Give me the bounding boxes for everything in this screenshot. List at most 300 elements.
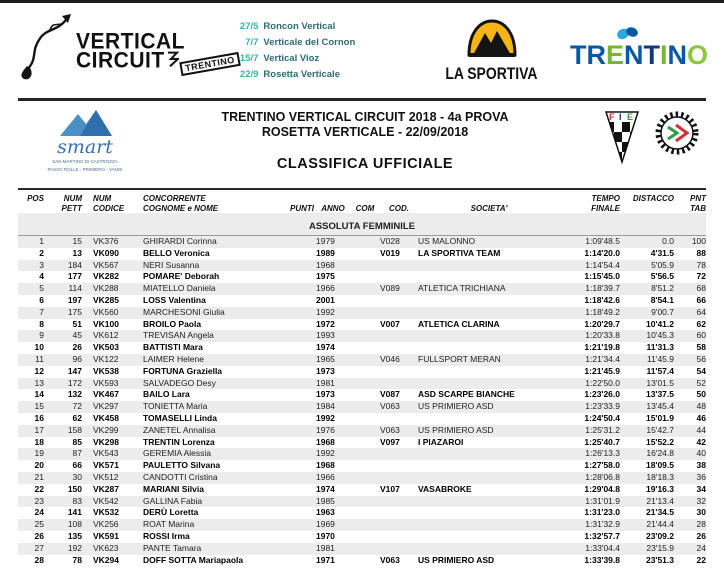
table-row — [18, 555, 706, 567]
cell-pett: 192 — [67, 542, 82, 553]
vc-logo-line2: CIRCUIT — [76, 47, 165, 73]
smart-wordmark: smart — [57, 136, 113, 158]
cell-com — [350, 389, 380, 401]
cell-pos: 23 — [34, 495, 44, 506]
cell-pnt: 48 — [696, 401, 706, 412]
cell-societa — [418, 519, 560, 531]
column-header-nome: COGNOME e NOME — [143, 203, 219, 213]
cell-pett: 83 — [72, 495, 82, 506]
cell-com — [350, 531, 380, 543]
cell-societa: FULLSPORT MERAN — [418, 353, 501, 364]
cell-punti — [284, 555, 314, 567]
column-header-distacco: DISTACCO — [632, 194, 674, 203]
cell-pett: 26 — [72, 342, 82, 353]
cell-cod — [380, 260, 418, 272]
cell-societa — [418, 330, 560, 342]
cell-distacco: 13'45.4 — [646, 401, 674, 412]
cell-societa: US PRIMIERO ASD — [418, 424, 494, 435]
table-row — [18, 260, 706, 272]
cell-distacco: 15'42.7 — [646, 424, 674, 435]
cell-distacco: 5'05.9 — [651, 259, 674, 270]
cell-distacco: 19'16.3 — [645, 483, 674, 494]
cell-cod: V007 — [380, 318, 400, 329]
svg-text:E: E — [627, 112, 634, 122]
cell-distacco: 5'56.5 — [650, 271, 674, 282]
cell-pos: 13 — [34, 377, 44, 388]
cell-com — [350, 484, 380, 496]
cell-pos: 17 — [34, 424, 44, 435]
cell-nome: LAIMER Helene — [143, 353, 204, 364]
cell-cod — [380, 295, 418, 307]
cell-pett: 141 — [67, 507, 82, 518]
cell-pett: 51 — [72, 318, 82, 329]
cell-nome: BAILO Lara — [143, 389, 190, 400]
cell-cod — [380, 496, 418, 508]
event-name: Vertical Vioz — [263, 52, 320, 64]
trentino-letter: O — [686, 40, 708, 70]
cell-cod: V028 — [380, 236, 400, 246]
cell-punti — [284, 507, 314, 519]
cell-societa — [418, 531, 560, 543]
cell-anno: 1974 — [316, 483, 335, 494]
cell-com — [350, 543, 380, 555]
cell-anno: 1974 — [316, 342, 335, 353]
trentino-letter: N — [623, 40, 644, 70]
cell-tempo: 1:32'57.7 — [584, 530, 620, 541]
results-body — [18, 236, 706, 567]
cell-punti — [284, 354, 314, 366]
cell-pnt: 58 — [696, 342, 706, 353]
cell-pos: 24 — [34, 507, 44, 518]
cell-societa — [418, 460, 560, 472]
cell-tempo: 1:20'33.8 — [585, 330, 620, 341]
cell-pett: 158 — [67, 424, 82, 435]
cell-codice: VK100 — [93, 318, 119, 329]
cell-pett: 45 — [72, 330, 82, 341]
cell-pnt: 54 — [696, 365, 706, 376]
cell-anno: 1966 — [316, 283, 335, 294]
cell-pos: 9 — [39, 330, 44, 341]
table-row — [18, 389, 706, 401]
la-sportiva-logo — [413, 17, 570, 84]
cell-societa — [418, 307, 560, 319]
trentino-letter: T — [569, 40, 587, 70]
cell-cod — [380, 330, 418, 342]
cell-pett: 197 — [67, 294, 82, 305]
cell-punti — [284, 248, 314, 260]
cell-com — [350, 330, 380, 342]
cell-pos: 4 — [39, 271, 44, 282]
cell-tempo: 1:33'04.4 — [585, 542, 620, 553]
cell-com — [350, 307, 380, 319]
cell-societa — [418, 507, 560, 519]
cell-distacco: 21'13.4 — [646, 495, 674, 506]
cell-anno: 1966 — [316, 471, 335, 482]
cell-tempo: 1:14'54.4 — [585, 259, 620, 270]
column-header-punti — [284, 189, 314, 204]
cell-distacco: 8'54.1 — [650, 294, 674, 305]
cell-societa: US MALONNO — [418, 236, 476, 246]
cell-pos: 5 — [39, 283, 44, 294]
cell-pett: 66 — [72, 460, 82, 471]
cell-pett: 78 — [72, 554, 82, 565]
cell-anno: 1993 — [316, 330, 335, 341]
table-row — [18, 519, 706, 531]
cell-pett: 87 — [72, 448, 82, 459]
cell-cod — [380, 472, 418, 484]
skier-swoosh-icon — [16, 12, 74, 89]
column-header-cod: COD. — [389, 203, 409, 213]
cell-pnt: 72 — [696, 271, 706, 282]
cell-codice: VK297 — [93, 401, 119, 412]
cell-anno: 1968 — [316, 259, 335, 270]
cell-nome: TOMASELLI Linda — [143, 412, 217, 423]
cell-anno: 1976 — [316, 424, 335, 435]
cell-cod — [380, 366, 418, 378]
cell-tempo: 1:21'19.8 — [584, 342, 620, 353]
table-row — [18, 425, 706, 437]
cell-cod: V046 — [380, 353, 400, 364]
cell-codice: VK467 — [93, 389, 119, 400]
cell-punti — [284, 543, 314, 555]
cell-tempo: 1:20'29.7 — [584, 318, 620, 329]
cell-pos: 8 — [39, 318, 44, 329]
cell-pnt: 60 — [696, 330, 706, 341]
cell-nome: SALVADEGO Desy — [143, 377, 216, 388]
cell-pos: 3 — [39, 259, 44, 270]
cell-anno: 1965 — [316, 353, 335, 364]
cell-nome: DOFF SOTTA Mariapaola — [143, 554, 244, 565]
cell-distacco: 8'51.2 — [651, 283, 674, 294]
trentino-logo — [570, 30, 708, 71]
cell-distacco: 18'18.3 — [646, 471, 674, 482]
cell-com — [350, 260, 380, 272]
cell-cod: V063 — [380, 554, 400, 565]
cell-codice: VK285 — [93, 294, 119, 305]
cell-tempo: 1:26'13.3 — [585, 448, 620, 459]
cell-pos: 11 — [35, 353, 44, 364]
cell-punti — [284, 342, 314, 354]
cell-codice: VK256 — [93, 519, 119, 530]
cell-pett: 132 — [67, 389, 82, 400]
cell-tempo: 1:28'06.8 — [585, 471, 620, 482]
table-row — [18, 342, 706, 354]
table-row — [18, 507, 706, 519]
cell-com — [350, 295, 380, 307]
cell-pett: 13 — [72, 247, 82, 258]
cell-pett: 175 — [67, 306, 82, 317]
cell-com — [350, 401, 380, 413]
cell-distacco: 16'24.8 — [646, 448, 674, 459]
column-header-codice: CODICE — [93, 203, 125, 213]
cell-tempo: 1:31'32.9 — [585, 519, 620, 530]
cell-pnt: 50 — [696, 389, 706, 400]
cell-com — [350, 366, 380, 378]
cell-pnt: 46 — [696, 412, 706, 423]
column-header-punti: PUNTI — [290, 203, 314, 213]
cell-distacco: 0.0 — [662, 236, 674, 246]
cell-pnt: 30 — [696, 507, 706, 518]
column-header-cod — [380, 189, 418, 204]
cell-pos: 16 — [34, 412, 44, 423]
fie-pennant-icon — [604, 110, 640, 169]
table-row — [18, 448, 706, 460]
cell-societa — [418, 378, 560, 390]
column-header-tempo: FINALE — [591, 203, 620, 213]
cell-com — [350, 271, 380, 283]
cell-cod — [380, 342, 418, 354]
cell-cod — [380, 519, 418, 531]
cell-com — [350, 248, 380, 260]
event-item — [232, 67, 399, 83]
cell-societa — [418, 496, 560, 508]
cell-pnt: 88 — [696, 247, 706, 258]
cell-tempo: 1:25'31.2 — [585, 424, 620, 435]
cell-nome: TRENTIN Lorenza — [143, 436, 215, 447]
event-date: 27/5 — [239, 20, 259, 32]
table-row — [18, 295, 706, 307]
column-header-pos: POS — [27, 194, 44, 203]
cell-pnt: 56 — [696, 353, 706, 364]
cell-pos: 19 — [34, 448, 44, 459]
cell-tempo: 1:21'34.4 — [585, 353, 620, 364]
cell-punti — [284, 496, 314, 508]
cell-pett: 85 — [72, 436, 82, 447]
cell-pos: 12 — [34, 365, 44, 376]
cell-pos: 26 — [34, 530, 44, 541]
cell-punti — [284, 401, 314, 413]
trentino-stamp: TRENTINO — [179, 51, 241, 75]
cell-societa — [418, 472, 560, 484]
cell-nome: CANDOTTI Cristina — [143, 471, 218, 482]
cell-distacco: 10'45.3 — [646, 330, 674, 341]
cell-tempo: 1:21'45.9 — [584, 365, 620, 376]
cell-pos: 15 — [34, 401, 44, 412]
cell-cod — [380, 271, 418, 283]
cell-pnt: 64 — [696, 306, 706, 317]
cell-societa: US PRIMIERO ASD — [418, 554, 495, 565]
cell-pos: 28 — [34, 554, 44, 565]
event-item — [232, 35, 399, 51]
cell-distacco: 21'34.5 — [645, 507, 674, 518]
cell-cod — [380, 413, 418, 425]
cell-tempo: 1:33'39.8 — [584, 554, 620, 565]
cell-nome: MARCHESONI Giulia — [143, 306, 225, 317]
cell-codice: VK503 — [93, 342, 119, 353]
cell-punti — [284, 484, 314, 496]
cell-cod — [380, 531, 418, 543]
cell-distacco: 23'51.3 — [645, 554, 674, 565]
cell-nome: PANTE Tamara — [143, 542, 202, 553]
cell-pett: 114 — [68, 283, 82, 294]
cell-anno: 1969 — [316, 519, 335, 530]
cell-pett: 15 — [72, 236, 82, 246]
cell-anno: 1975 — [316, 271, 335, 282]
cell-tempo: 1:22'50.0 — [585, 377, 620, 388]
cell-pett: 177 — [67, 271, 82, 282]
event-date: 7/7 — [245, 36, 259, 48]
cell-anno: 1985 — [316, 495, 335, 506]
cell-codice: VK591 — [93, 530, 119, 541]
cell-pnt: 22 — [696, 554, 706, 565]
cell-nome: BROILO Paola — [143, 318, 202, 329]
cell-pett: 147 — [67, 365, 82, 376]
column-header-tempo: TEMPO — [591, 194, 620, 203]
cell-distacco: 13'37.5 — [645, 389, 674, 400]
cell-societa — [418, 342, 560, 354]
cell-nome: MIATELLO Daniela — [143, 283, 216, 294]
cell-nome: GALLINA Fabia — [143, 495, 203, 506]
cell-distacco: 15'01.9 — [645, 412, 674, 423]
cell-pnt: 40 — [696, 448, 706, 459]
cell-tempo: 1:09'48.5 — [585, 236, 620, 246]
cell-tempo: 1:29'04.8 — [584, 483, 620, 494]
la-sportiva-label: LA SPORTIVA — [445, 64, 538, 83]
cell-pett: 172 — [67, 377, 82, 388]
cell-anno: 1972 — [316, 318, 335, 329]
cell-distacco: 23'15.9 — [646, 542, 674, 553]
cell-punti — [284, 366, 314, 378]
table-row — [18, 460, 706, 472]
cell-nome: GEREMIA Alessia — [143, 448, 212, 459]
cell-codice: VK532 — [93, 507, 119, 518]
cell-com — [350, 413, 380, 425]
table-row — [18, 366, 706, 378]
cell-pnt: 32 — [696, 495, 706, 506]
cell-anno: 1992 — [316, 412, 335, 423]
cell-punti — [284, 519, 314, 531]
cell-pos: 14 — [34, 389, 44, 400]
cell-nome: NERI Susanna — [143, 259, 200, 270]
cell-punti — [284, 271, 314, 283]
cell-codice: VK288 — [93, 283, 119, 294]
smart-logo — [24, 108, 146, 186]
trentino-letter: E — [605, 40, 624, 70]
cell-com — [350, 342, 380, 354]
column-header-societa: SOCIETA' — [470, 203, 508, 213]
cell-codice: VK512 — [93, 471, 119, 482]
cell-tempo: 1:18'42.6 — [584, 294, 620, 305]
cell-com — [350, 425, 380, 437]
cell-distacco: 21'44.4 — [646, 519, 674, 530]
table-row — [18, 283, 706, 295]
cell-societa: I PIAZAROI — [418, 436, 464, 447]
cell-cod — [380, 378, 418, 390]
trentino-letter: N — [667, 40, 687, 70]
cell-cod: V019 — [380, 247, 400, 258]
table-row — [18, 319, 706, 331]
svg-text:I: I — [619, 112, 622, 122]
cell-distacco: 4'31.5 — [650, 247, 674, 258]
cell-codice: VK299 — [93, 424, 119, 435]
cell-pnt: 66 — [696, 294, 706, 305]
table-row — [18, 484, 706, 496]
cell-cod: V089 — [380, 283, 400, 294]
cell-anno: 1963 — [316, 507, 335, 518]
trentino-letter: R — [586, 40, 606, 70]
cell-anno: 1970 — [316, 530, 335, 541]
cell-codice: VK623 — [93, 542, 119, 553]
cell-com — [350, 319, 380, 331]
cell-pos: 27 — [34, 542, 44, 553]
cell-pos: 18 — [34, 436, 44, 447]
event-name: Verticale del Cornon — [263, 36, 356, 48]
cell-anno: 1989 — [316, 247, 335, 258]
butterfly-icon — [616, 26, 638, 47]
cell-nome: ROSSI Irma — [143, 530, 190, 541]
cell-punti — [284, 236, 314, 248]
cell-pett: 184 — [67, 259, 82, 270]
cell-tempo: 1:23'33.9 — [585, 401, 620, 412]
cell-anno: 1971 — [316, 554, 335, 565]
cell-anno: 1973 — [316, 365, 335, 376]
cell-cod — [380, 448, 418, 460]
table-row — [18, 271, 706, 283]
column-header-pnt: TAB — [690, 203, 706, 213]
category-section — [18, 213, 706, 236]
table-row — [18, 472, 706, 484]
cell-com — [350, 472, 380, 484]
cell-codice: VK543 — [93, 448, 119, 459]
cell-anno: 1992 — [316, 306, 335, 317]
cell-com — [350, 448, 380, 460]
cell-punti — [284, 472, 314, 484]
cell-pos: 21 — [34, 471, 44, 482]
cell-cod: V097 — [380, 436, 400, 447]
table-row — [18, 413, 706, 425]
cell-com — [350, 437, 380, 449]
cell-nome: LOSS Valentina — [143, 294, 206, 305]
cell-codice: VK560 — [93, 306, 119, 317]
page-title: CLASSIFICA UFFICIALE — [276, 156, 454, 172]
cell-com — [350, 519, 380, 531]
cell-nome: ZANETEL Annalisa — [143, 424, 216, 435]
cell-anno: 2001 — [316, 294, 335, 305]
cell-nome: DERÙ Loretta — [143, 507, 199, 518]
event-item — [232, 51, 399, 67]
cell-pos: 7 — [39, 306, 44, 317]
table-row — [18, 437, 706, 449]
cell-societa: US PRIMIERO ASD — [418, 401, 494, 412]
cell-nome: POMARE' Deborah — [143, 271, 220, 282]
cell-punti — [284, 448, 314, 460]
cell-anno: 1981 — [316, 542, 335, 553]
cell-com — [350, 236, 380, 248]
trentino-letter: T — [643, 40, 660, 70]
cell-societa: LA SPORTIVA TEAM — [418, 247, 501, 258]
cell-societa — [418, 271, 560, 283]
table-row — [18, 307, 706, 319]
smart-subtext-2: PASSO ROLLE - PRIMIERO - VANOI — [47, 167, 123, 172]
event-title-line2: ROSETTA VERTICALE - 22/09/2018 — [261, 125, 469, 139]
cell-punti — [284, 531, 314, 543]
table-row — [18, 378, 706, 390]
cell-tempo: 1:15'45.0 — [584, 271, 620, 282]
cell-distacco: 13'01.5 — [646, 377, 674, 388]
cell-codice: VK090 — [93, 247, 119, 258]
cell-nome: MARIANI Silvia — [143, 483, 204, 494]
cell-pnt: 68 — [696, 283, 706, 294]
cell-punti — [284, 413, 314, 425]
cell-distacco: 11'31.3 — [646, 342, 674, 353]
cell-pnt: 24 — [696, 542, 706, 553]
cell-distacco: 9'00.7 — [651, 306, 674, 317]
table-row — [18, 354, 706, 366]
cell-punti — [284, 283, 314, 295]
cell-anno: 1968 — [316, 436, 335, 447]
cell-pos: 20 — [34, 460, 44, 471]
cell-pnt: 34 — [696, 483, 706, 494]
